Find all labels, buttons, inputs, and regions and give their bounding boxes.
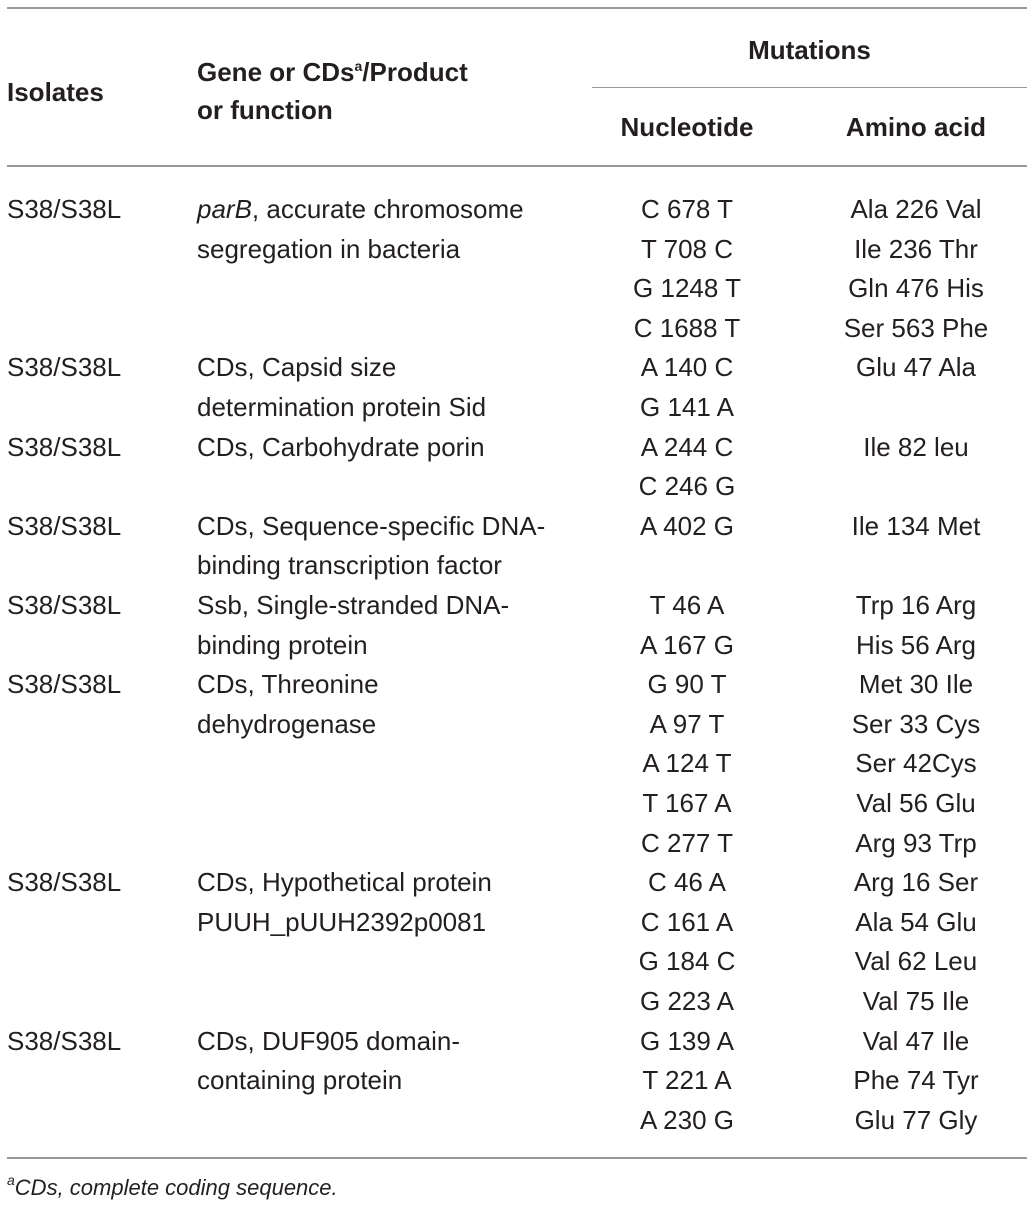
gene-cell: CDs, Capsid size [197, 352, 397, 383]
amino-acid-cell: Gln 476 His [848, 273, 984, 304]
nucleotide-cell: T 221 A [642, 1065, 732, 1096]
header-rule [7, 165, 1027, 167]
isolate-cell: S38/S38L [7, 1025, 122, 1056]
header-gene: Gene or CDs$^a$/Product [197, 57, 468, 87]
amino-acid-cell: Ile 236 Thr [854, 233, 978, 264]
gene-cell-line2: PUUH_pUUH2392p0081 [197, 906, 487, 937]
gene-cell-line2: binding protein [197, 629, 368, 660]
nucleotide-cell: C 1688 T [633, 312, 741, 343]
amino-acid-cell: Val 75 Ile [862, 986, 970, 1016]
header-isolates: Isolates [7, 77, 104, 107]
nucleotide-cell: A 244 C [640, 431, 734, 462]
amino-acid-cell: Phe 74 Tyr [853, 1065, 979, 1096]
amino-acid-cell: Ser 42Cys [855, 748, 977, 779]
amino-acid-cell: His 56 Arg [856, 629, 976, 660]
nucleotide-cell: G 184 C [638, 946, 736, 977]
amino-acid-cell: Met 30 Ile [858, 669, 974, 700]
header-amino-acid: Amino acid [845, 112, 987, 142]
nucleotide-cell: A 230 G [640, 1104, 734, 1135]
gene-cell-line2: binding transcription factor [197, 550, 502, 581]
nucleotide-cell: C 277 T [640, 827, 733, 858]
nucleotide-cell: C 161 A [640, 906, 734, 937]
header-nucleotide: Nucleotide [620, 112, 754, 142]
gene-cell: CDs, Hypothetical protein [197, 867, 492, 898]
nucleotide-cell: T 46 A [649, 590, 725, 620]
nucleotide-cell: G 1248 T [633, 273, 741, 304]
nucleotide-cell: G 139 A [640, 1025, 734, 1056]
amino-acid-cell: Val 47 Ile [862, 1025, 970, 1056]
amino-acid-cell: Glu 77 Gly [854, 1104, 978, 1135]
amino-acid-cell: Val 56 Glu [856, 788, 976, 818]
gene-cell-line2: containing protein [197, 1065, 403, 1096]
amino-acid-cell: Trp 16 Arg [855, 590, 977, 620]
nucleotide-cell: C 246 G [638, 471, 736, 502]
isolate-cell: S38/S38L [7, 431, 122, 462]
nucleotide-cell: C 46 A [647, 867, 727, 898]
gene-cell-line2: determination protein Sid [197, 392, 487, 422]
gene-cell-line2: segregation in bacteria [197, 233, 461, 264]
gene-cell: CDs, Threonine [197, 669, 379, 700]
nucleotide-cell: A 124 T [642, 748, 732, 779]
footnote: $^a$CDs, complete coding sequence. [7, 1172, 338, 1200]
nucleotide-cell: A 402 G [640, 510, 734, 541]
nucleotide-cell: A 167 G [640, 629, 734, 660]
amino-acid-cell: Ile 134 Met [851, 510, 981, 541]
mutations-rule [592, 87, 1027, 88]
isolate-cell: S38/S38L [7, 590, 122, 620]
nucleotide-cell: A 97 T [649, 708, 725, 739]
amino-acid-cell: Ser 33 Cys [851, 708, 981, 739]
amino-acid-cell: Ser 563 Phe [843, 312, 989, 343]
nucleotide-cell: C 678 T [640, 194, 733, 224]
gene-cell-line2: dehydrogenase [197, 708, 377, 739]
top-rule [7, 7, 1027, 9]
gene-cell: CDs, Sequence-specific DNA- [197, 510, 546, 541]
isolate-cell: S38/S38L [7, 669, 122, 700]
nucleotide-cell: G 223 A [640, 986, 734, 1016]
nucleotide-cell: G 141 A [640, 392, 734, 422]
isolate-cell: S38/S38L [7, 510, 122, 541]
gene-cell: CDs, Carbohydrate porin [197, 431, 485, 462]
amino-acid-cell: Val 62 Leu [854, 946, 978, 977]
header-mutations: Mutations [748, 35, 871, 65]
amino-acid-cell: Ala 54 Glu [855, 906, 977, 937]
nucleotide-cell: G 90 T [647, 669, 727, 700]
amino-acid-cell: Arg 93 Trp [855, 827, 977, 858]
gene-cell: Ssb, Single-stranded DNA- [197, 590, 510, 620]
isolate-cell: S38/S38L [7, 867, 122, 898]
nucleotide-cell: T 708 C [640, 233, 733, 264]
gene-cell: CDs, DUF905 domain- [197, 1025, 460, 1056]
header-gene-line2: or function [197, 95, 333, 125]
amino-acid-cell: Ile 82 leu [863, 431, 969, 462]
nucleotide-cell: A 140 C [640, 352, 734, 383]
isolate-cell: S38/S38L [7, 194, 122, 224]
bottom-rule [7, 1157, 1027, 1159]
amino-acid-cell: Ala 226 Val [850, 194, 982, 224]
amino-acid-cell: Arg 16 Ser [853, 867, 979, 898]
gene-cell: parB, accurate chromosome [197, 194, 524, 224]
isolate-cell: S38/S38L [7, 352, 122, 383]
nucleotide-cell: T 167 A [642, 788, 732, 818]
amino-acid-cell: Glu 47 Ala [856, 352, 976, 383]
